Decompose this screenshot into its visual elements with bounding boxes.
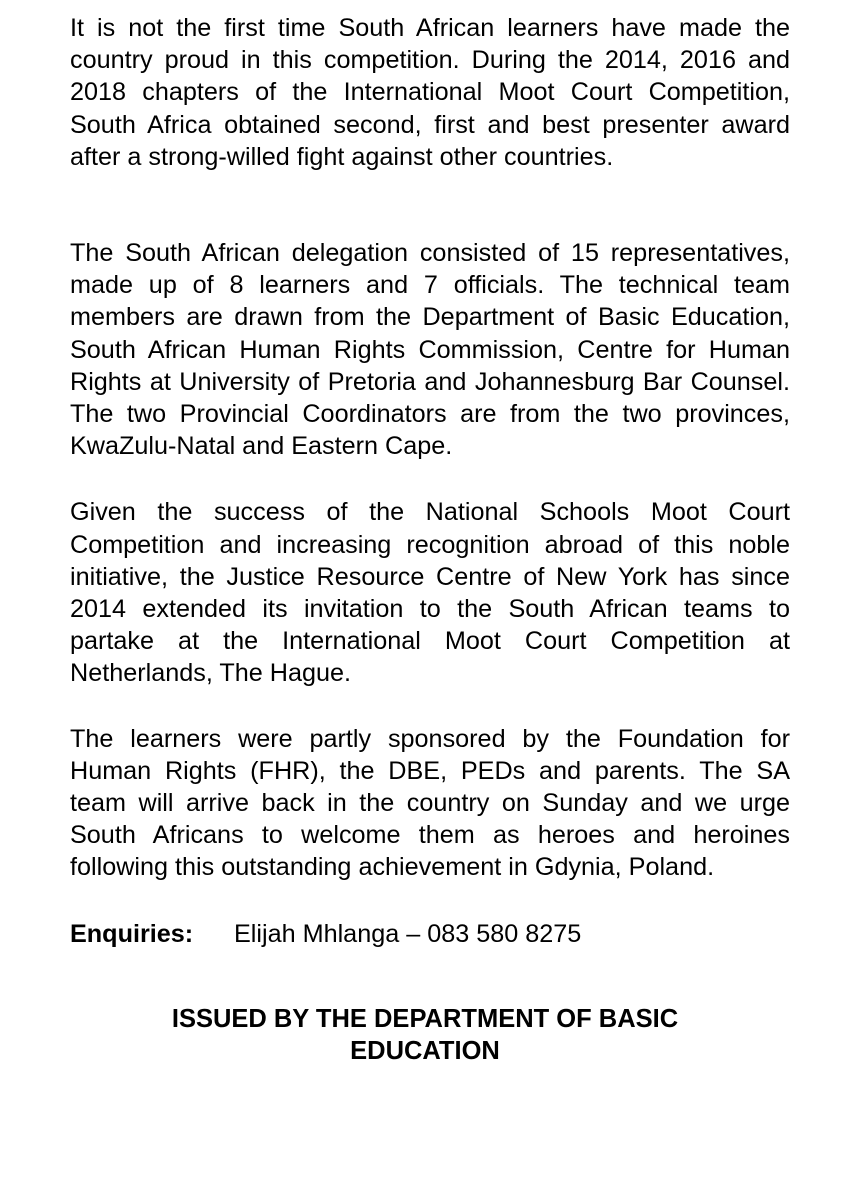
enquiries-line	[70, 918, 790, 950]
issued-by-heading	[65, 1003, 785, 1067]
enquiries-contact: Elijah Mhlanga – 083 580 8275	[234, 919, 582, 948]
paragraph-delegation: The South African delegation consisted of 15 representatives, made up of 8 learners and 7 officials. The technical team members are drawn from the Department of Basic Education, South African Human Rights Commission, Centre for Human Rights at University of Pretoria and Johannesburg Bar Counsel. The two Provincial Coordinators are from the two provinces, KwaZulu-Natal and Eastern Cape.	[70, 239, 790, 461]
issued-by-line-2: EDUCATION	[350, 1036, 500, 1065]
paragraph-invitation: Given the success of the National Schools Moot Court Competition and increasing recognition abroad of this noble initiative, the Justice Resource Centre of New York has since 2014 extended its invitation to the South African teams to partake at the International Moot Court Competition at Netherlands, The Hague.	[70, 498, 790, 688]
paragraph-previous-achievements: It is not the first time South African learners have made the country proud in this competition. During the 2014, 2016 and 2018 chapters of the International Moot Court Competition, South Africa obtained second, first and best presenter award after a strong-willed fight against other countries.	[70, 14, 790, 171]
enquiries-label: Enquiries:	[70, 919, 194, 948]
document-page	[70, 12, 790, 1067]
issued-by-line-1: ISSUED BY THE DEPARTMENT OF BASIC	[171, 1004, 679, 1033]
paragraph-sponsorship: The learners were partly sponsored by the Foundation for Human Rights (FHR), the DBE, PEDs and parents. The SA team will arrive back in the country on Sunday and we urge South Africans to welcome them as heroes and heroines following this outstanding achievement in Gdynia, Poland.	[70, 724, 790, 882]
